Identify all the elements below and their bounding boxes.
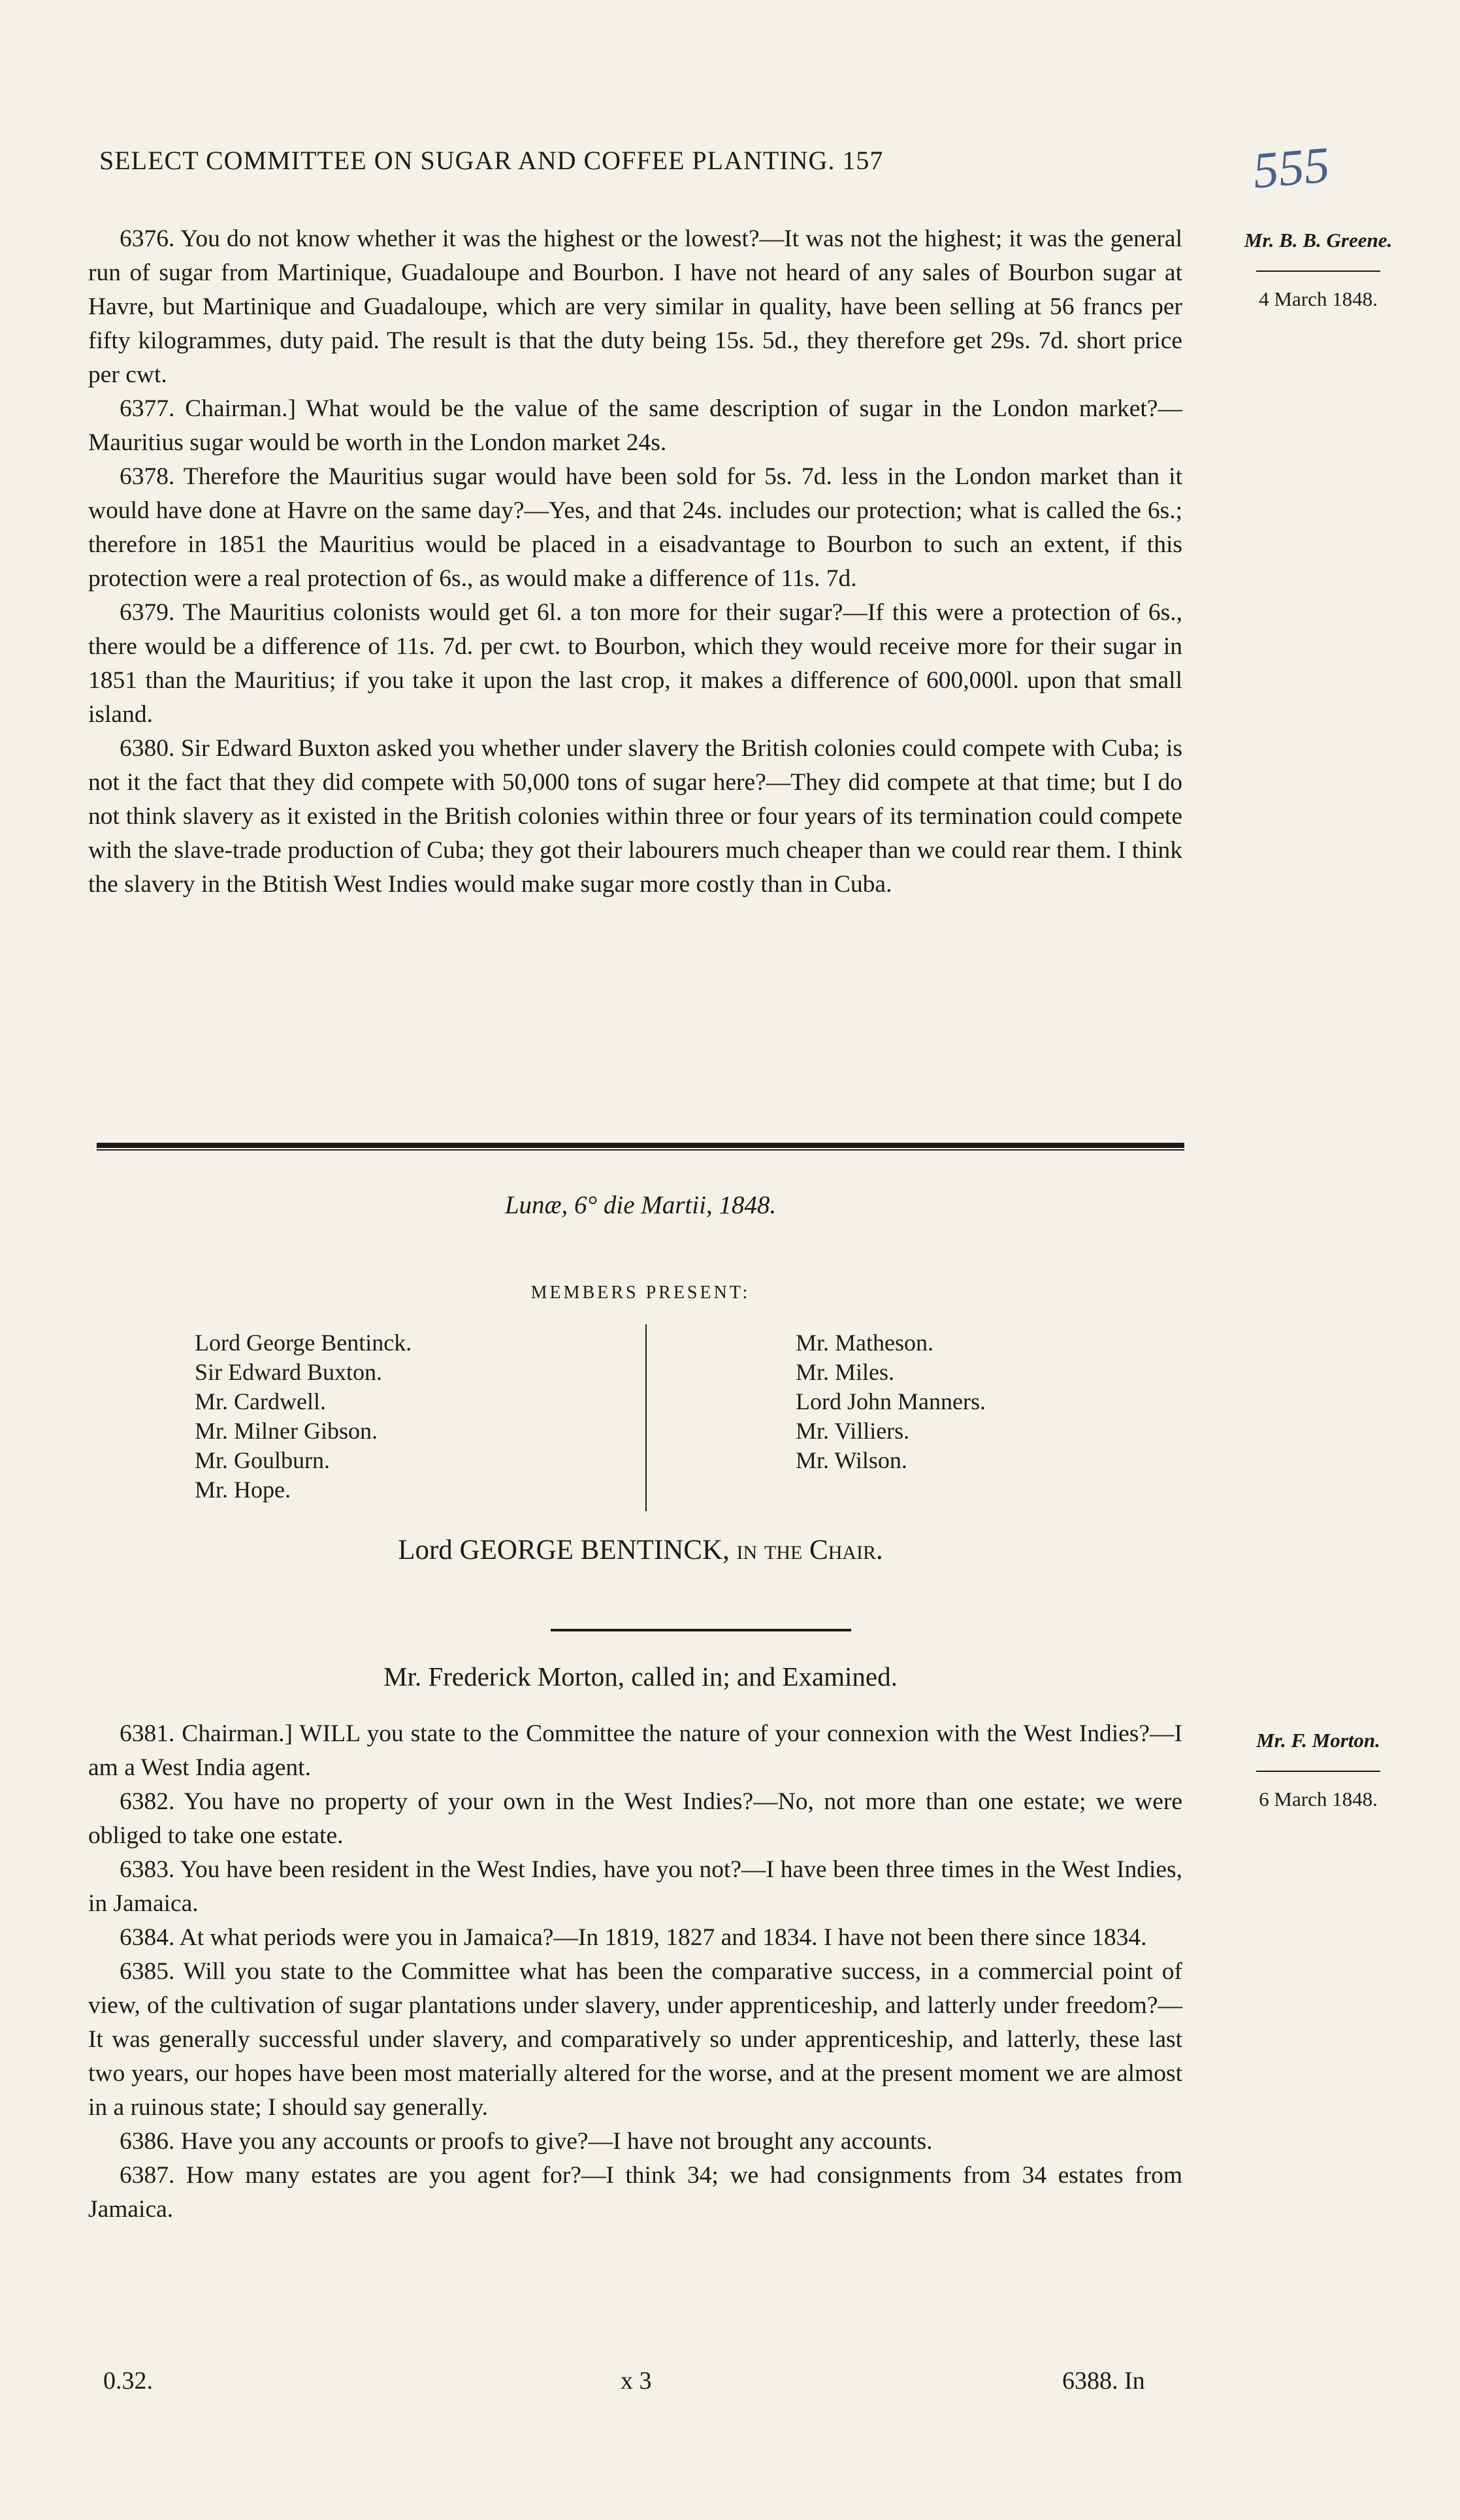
member-name: Mr. Cardwell.	[195, 1388, 326, 1415]
margin-witness-name: Mr. B. B. Greene.	[1244, 229, 1393, 252]
evidence-paragraph: 6379. The Mauritius colonists would get 6l. a ton more for their sugar?—If this were a protection of 6s., there would be a difference of 11s. 7d. per cwt. to Bourbon, which they would receive more for their sugar in 1851 than the Mauritius; if you take it upon the last crop, it makes a difference of 600,000l. upon that small island.	[88, 599, 1182, 728]
evidence-paragraph: 6382. You have no property of your own in the West Indies?—No, not more than one estate; we were obliged to take one estate.	[88, 1788, 1182, 1849]
chair-suffix: in the Chair.	[736, 1535, 883, 1565]
evidence-paragraph: 6376. You do not know whether it was the highest or the lowest?—It was not the highest; it was the general run of sugar from Martinique, Guadaloupe and Bourbon. I have not heard of any sales of Bourbon sugar at Havre, but Martinique and Guadaloupe, which are very similar in quality, have been selling at 56 francs per fifty kilogrammes, duty paid. The result is that the duty being 15s. 5d., they therefore get 29s. 7d. short price per cwt.	[88, 225, 1182, 388]
meeting-date-text: Lunæ, 6° die Martii, 1848.	[504, 1191, 777, 1219]
evidence-paragraph: 6383. You have been resident in the West Indies, have you not?—I have been three times in the West Indies, in Jamaica.	[88, 1856, 1182, 1917]
evidence-paragraph: 6387. How many estates are you agent for?—I think 34; we had consignments from 34 estates from Jamaica.	[88, 2162, 1182, 2223]
margin-date: 6 March 1848.	[1259, 1788, 1378, 1810]
evidence-paragraph: 6385. Will you state to the Committee what has been the comparative success, in a commercial point of view, of the cultivation of sugar plantations under slavery, under apprenticeship, and latterly under freedom?—It was generally successful under slavery, and comparatively so under apprenticeship, and latterly, these last two years, our hopes have been most materially altered for the worse, and at the present moment we are almost in a ruinous state; I should say generally.	[88, 1958, 1182, 2121]
member-name: Mr. Milner Gibson.	[195, 1418, 378, 1444]
footer-signature-mark: x 3	[621, 2367, 652, 2395]
member-name: Lord John Manners.	[796, 1388, 986, 1415]
evidence-section-1	[88, 222, 1182, 902]
margin-date: 4 March 1848.	[1259, 287, 1378, 310]
section-divider-rule	[97, 1143, 1184, 1148]
chair-name: Lord GEORGE BENTINCK,	[398, 1535, 730, 1565]
member-name: Mr. Villiers.	[796, 1418, 910, 1444]
short-divider-rule	[551, 1629, 851, 1631]
evidence-paragraph: 6378. Therefore the Mauritius sugar would have been sold for 5s. 7d. less in the London market than it would have done at Havre on the same day?—Yes, and that 24s. includes our protection; what is called the 6s.; therefore in 1851 the Mauritius would be placed in a eisadvantage to Bourbon to such an extent, if this protection were a real protection of 6s., as would make a difference of 11s. 7d.	[88, 463, 1182, 592]
member-name: Lord George Bentinck.	[195, 1330, 412, 1356]
member-name: Mr. Miles.	[796, 1359, 895, 1385]
member-name: Sir Edward Buxton.	[195, 1359, 382, 1385]
members-present-heading: MEMBERS PRESENT:	[530, 1283, 751, 1303]
footer-catchword: 6388. In	[1062, 2367, 1145, 2395]
witness-called-line: Mr. Frederick Morton, called in; and Examined.	[383, 1661, 898, 1692]
member-name: Mr. Matheson.	[796, 1330, 933, 1356]
evidence-paragraph: 6377. Chairman.] What would be the value of the same description of sugar in the London market?—Mauritius sugar would be worth in the London market 24s.	[88, 395, 1182, 456]
margin-rule	[1256, 270, 1380, 272]
evidence-paragraph: 6380. Sir Edward Buxton asked you whether under slavery the British colonies could compete with Cuba; is not it the fact that they did compete with 50,000 tons of sugar here?—They did compete at that time; but I do not think slavery as it existed in the British colonies within three or four years of its termination could compete with the slave-trade production of Cuba; they got their labourers much cheaper than we could rear them. I think the slavery in the Btitish West Indies would make sugar more costly than in Cuba.	[88, 735, 1182, 898]
evidence-paragraph: 6381. Chairman.] WILL you state to the Committee the nature of your connexion with the West Indies?—I am a West India agent.	[88, 1720, 1182, 1781]
evidence-paragraph: 6384. At what periods were you in Jamaica?—In 1819, 1827 and 1834. I have not been there since 1834.	[120, 1924, 1147, 1951]
members-list-right	[796, 1328, 986, 1475]
members-list-left	[195, 1328, 412, 1505]
evidence-paragraph: 6386. Have you any accounts or proofs to give?—I have not brought any accounts.	[120, 2128, 933, 2155]
chair-line	[97, 1534, 1184, 1566]
margin-witness-name: Mr. F. Morton.	[1256, 1729, 1380, 1752]
margin-note-greene	[1207, 229, 1429, 311]
page-header-title: SELECT COMMITTEE ON SUGAR AND COFFEE PLANTING. 157	[99, 146, 884, 175]
member-name: Mr. Goulburn.	[195, 1447, 330, 1473]
members-column-divider	[645, 1324, 647, 1511]
meeting-date	[97, 1190, 1184, 1220]
margin-note-morton	[1207, 1729, 1429, 1811]
member-name: Mr. Hope.	[195, 1477, 291, 1503]
footer-sessional-number: 0.32.	[103, 2367, 153, 2395]
margin-rule	[1256, 1771, 1380, 1772]
member-name: Mr. Wilson.	[796, 1447, 907, 1473]
evidence-section-2	[88, 1717, 1182, 2227]
handwritten-folio-number: 555	[1250, 135, 1332, 199]
